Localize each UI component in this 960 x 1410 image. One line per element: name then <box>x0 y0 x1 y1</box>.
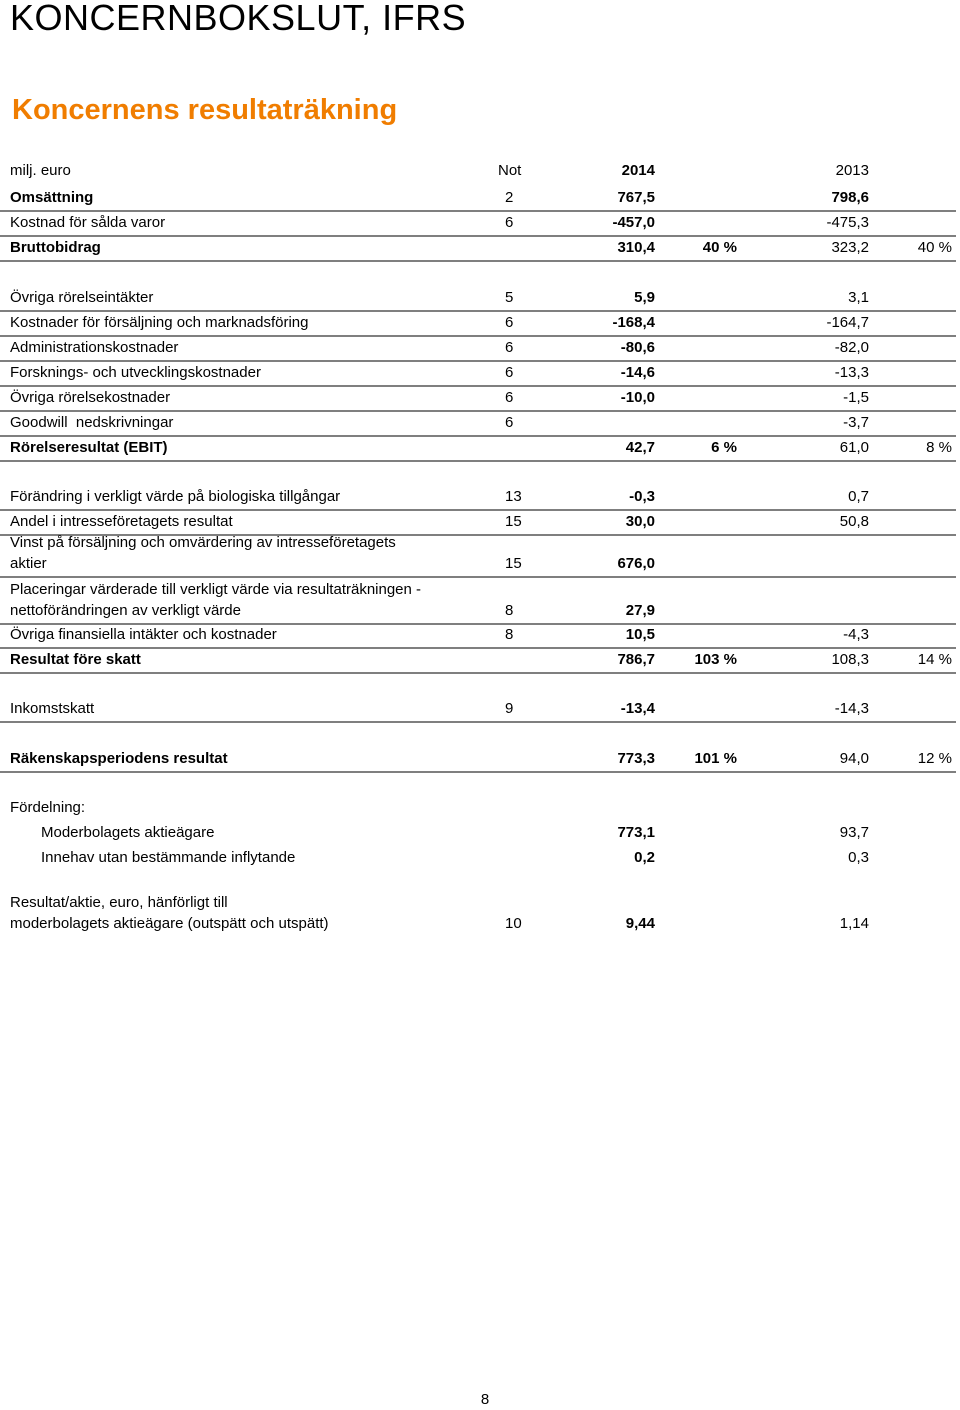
section-title: Koncernens resultaträkning <box>12 94 398 126</box>
row-label: Goodwill nedskrivningar <box>10 414 174 431</box>
row-percent-2013: 12 % <box>917 750 952 767</box>
row-label: Förändring i verkligt värde på biologiska tillgångar <box>10 488 341 505</box>
row-value-2013: 61,0 <box>839 439 869 456</box>
row-note: 6 <box>505 339 514 356</box>
row-note: 8 <box>505 602 514 619</box>
row-value-2013: -164,7 <box>826 314 869 331</box>
row-note: 10 <box>505 915 522 932</box>
row-percent-2014: 40 % <box>702 239 737 256</box>
row-label: Rörelseresultat (EBIT) <box>10 439 168 456</box>
row-value-2014: 786,7 <box>617 651 655 668</box>
row-value-2013: -82,0 <box>834 339 869 356</box>
page-number: 8 <box>480 1391 490 1408</box>
row-value-2014: 10,5 <box>625 626 655 643</box>
table-row-goodwill-nedskrivningar <box>0 412 956 437</box>
row-value-2013: -475,3 <box>826 214 869 231</box>
row-note: 13 <box>505 488 522 505</box>
row-label: Administrationskostnader <box>10 339 179 356</box>
row-value-2014: 0,2 <box>634 849 655 866</box>
row-value-2013: 50,8 <box>839 513 869 530</box>
row-value-2013: 3,1 <box>848 289 869 306</box>
row-value-2013: 94,0 <box>839 750 869 767</box>
row-note: 15 <box>505 555 522 572</box>
row-note: 5 <box>505 289 514 306</box>
header-unit-label: milj. euro <box>10 162 71 179</box>
table-row-ovriga-rorelseintakter <box>0 287 956 312</box>
table-row-bruttobidrag <box>0 237 956 262</box>
row-value-2013: 0,7 <box>848 488 869 505</box>
row-percent-2014: 101 % <box>694 750 737 767</box>
row-value-2014: -168,4 <box>612 314 655 331</box>
table-row-ovriga-rorelsekostnader <box>0 387 956 412</box>
row-value-2014: 310,4 <box>617 239 655 256</box>
row-label: Räkenskapsperiodens resultat <box>10 750 228 767</box>
row-value-2014: 27,9 <box>625 602 655 619</box>
document-title: KONCERNBOKSLUT, IFRS <box>10 0 467 38</box>
row-value-2014: -80,6 <box>620 339 655 356</box>
row-note: 2 <box>505 189 514 206</box>
table-row-moderbolagets-aktieagare <box>0 822 956 845</box>
row-label: Övriga rörelsekostnader <box>10 389 171 406</box>
header-note: Not <box>498 162 522 179</box>
row-value-2014: 5,9 <box>634 289 655 306</box>
row-label: Moderbolagets aktieägare <box>41 824 215 841</box>
table-row-finansiella-intakter-kostnader <box>0 625 956 649</box>
row-label: Resultat före skatt <box>10 651 141 668</box>
row-note: 6 <box>505 414 514 431</box>
row-note: 6 <box>505 214 514 231</box>
row-label: Övriga finansiella intäkter och kostnader <box>10 626 277 643</box>
row-value-2014: 676,0 <box>617 555 655 572</box>
row-note: 8 <box>505 626 514 643</box>
row-value-2014: -13,4 <box>620 700 655 717</box>
row-percent-2013: 40 % <box>917 239 952 256</box>
row-value-2014: -14,6 <box>620 364 655 381</box>
table-row-kostnad-salda-varor <box>0 212 956 237</box>
row-label: Bruttobidrag <box>10 239 101 256</box>
row-value-2013: 1,14 <box>839 915 869 932</box>
row-value-2014: 773,1 <box>617 824 655 841</box>
row-value-2013: 108,3 <box>831 651 869 668</box>
row-value-2013: -13,3 <box>834 364 869 381</box>
row-value-2014: 767,5 <box>617 189 655 206</box>
table-row-resultat-per-aktie <box>0 892 956 936</box>
row-value-2013: 323,2 <box>831 239 869 256</box>
row-label-line2: nettoförändringen av verkligt värde <box>10 602 241 619</box>
row-label: Kostnad för sålda varor <box>10 214 166 231</box>
row-percent-2014: 6 % <box>711 439 737 456</box>
row-value-2013: 798,6 <box>831 189 869 206</box>
row-note: 15 <box>505 513 522 530</box>
row-label: Fördelning: <box>10 799 86 816</box>
table-row-administrationskostnader <box>0 337 956 362</box>
row-percent-2014: 103 % <box>694 651 737 668</box>
header-year-2014: 2014 <box>621 162 655 179</box>
row-value-2014: 42,7 <box>625 439 655 456</box>
table-row-omsattning <box>0 186 956 212</box>
row-value-2014: 773,3 <box>617 750 655 767</box>
row-note: 9 <box>505 700 514 717</box>
table-row-innehav-utan-bestammande <box>0 847 956 870</box>
row-percent-2013: 8 % <box>926 439 952 456</box>
row-value-2014: -457,0 <box>612 214 655 231</box>
row-note: 6 <box>505 314 514 331</box>
row-value-2013: -4,3 <box>843 626 869 643</box>
table-row-placeringar-verkligt-varde <box>0 582 956 625</box>
row-value-2014: 9,44 <box>625 915 655 932</box>
row-value-2013: -1,5 <box>843 389 869 406</box>
row-value-2014: -0,3 <box>629 488 655 505</box>
row-value-2014: -10,0 <box>620 389 655 406</box>
row-label-line1: Placeringar värderade till verkligt värde via resultaträkningen - <box>10 581 422 598</box>
table-row-resultat-fore-skatt <box>0 649 956 674</box>
table-row-inkomstskatt <box>0 699 956 723</box>
row-label-line1: Resultat/aktie, euro, hänförligt till <box>10 894 228 911</box>
row-percent-2013: 14 % <box>917 651 952 668</box>
table-row-forsknings-utveckling <box>0 362 956 387</box>
row-label: Inkomstskatt <box>10 700 95 717</box>
row-label: Övriga rörelseintäkter <box>10 289 154 306</box>
row-label: Kostnader för försäljning och marknadsföring <box>10 314 309 331</box>
table-row-biologiska-tillgangar <box>0 485 956 511</box>
row-label: Omsättning <box>10 189 94 206</box>
table-row-vinst-forsaljning-omvardering <box>0 536 956 578</box>
row-label-line1: Vinst på försäljning och omvärdering av intresseföretagets <box>10 534 396 551</box>
row-note: 6 <box>505 364 514 381</box>
row-value-2013: 0,3 <box>848 849 869 866</box>
row-note: 6 <box>505 389 514 406</box>
table-row-rorelseresultat <box>0 437 956 462</box>
row-label: Innehav utan bestämmande inflytande <box>41 849 296 866</box>
row-value-2013: 93,7 <box>839 824 869 841</box>
header-year-2013: 2013 <box>835 162 869 179</box>
row-value-2013: -3,7 <box>843 414 869 431</box>
row-label-line2: moderbolagets aktieägare (outspätt och utspätt) <box>10 915 329 932</box>
row-value-2013: -14,3 <box>834 700 869 717</box>
table-row-rakenskapsperiodens-resultat <box>0 748 956 773</box>
row-value-2014: 30,0 <box>625 513 655 530</box>
table-row-fordelning <box>0 797 956 820</box>
row-label-line2: aktier <box>10 555 47 572</box>
row-label: Andel i intresseföretagets resultat <box>10 513 233 530</box>
table-row-forsaljning-marknadsforing <box>0 312 956 337</box>
row-label: Forsknings- och utvecklingskostnader <box>10 364 261 381</box>
